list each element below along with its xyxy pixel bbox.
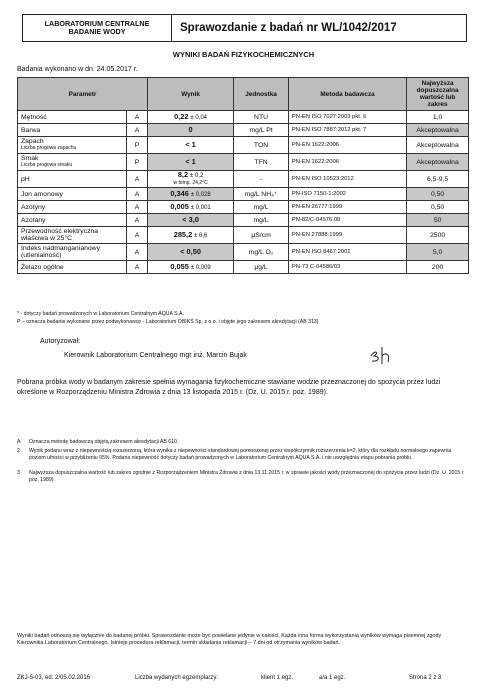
client-copies: klient 1 egz. — [261, 675, 294, 681]
result-row — [18, 124, 469, 137]
unit-cell: TFN — [234, 154, 289, 171]
lab-name-line2: BADANIE WODY — [68, 27, 126, 36]
result-row — [18, 244, 469, 261]
result-row — [18, 171, 469, 188]
col-method: Metoda badawcza — [288, 78, 406, 111]
performed-date: Badania wykonano w dn. 24.05.2017 r. — [17, 66, 138, 73]
limit-cell: 0,50 — [407, 201, 469, 214]
param-name: pH — [21, 175, 30, 183]
result-value: 0,346 — [170, 188, 189, 198]
result-cell — [147, 201, 233, 214]
result-cell — [147, 171, 233, 188]
limit-cell: 50 — [407, 214, 469, 227]
result-cell — [147, 227, 233, 244]
result-uncertainty: ± 0,028 — [190, 191, 211, 198]
result-cell — [147, 124, 233, 137]
result-value: 0,005 — [170, 201, 189, 211]
method-cell: PN-73 C-04586/03 — [288, 261, 406, 274]
accreditation-cell: A — [127, 244, 148, 261]
limit-cell: Akceptowalna — [407, 154, 469, 171]
result-value: < 0,50 — [180, 246, 201, 256]
param-cell — [18, 201, 127, 214]
result-row — [18, 201, 469, 214]
result-temperature: w temp. 24,2°C — [173, 180, 208, 186]
note-3 — [17, 470, 469, 483]
method-cell: PN-EN ISO 10523:2012 — [288, 171, 406, 188]
result-value: < 1 — [185, 139, 196, 149]
accreditation-cell: A — [127, 201, 148, 214]
result-cell — [147, 137, 233, 154]
result-cell — [147, 154, 233, 171]
method-cell: PN-EN 1622:2006 — [288, 137, 406, 154]
result-value: < 3,0 — [182, 214, 199, 224]
results-body — [18, 111, 469, 274]
limit-cell: 0,50 — [407, 188, 469, 201]
param-cell — [18, 188, 127, 201]
lab-name-line1: LABORATORIUM CENTRALNE — [44, 19, 150, 28]
result-value: 285,2 — [173, 229, 193, 239]
param-cell — [18, 261, 127, 274]
result-value: 0,055 — [170, 261, 189, 271]
authorized-by: Kierownik Laboratorium Centralnego mgr inż. Marcin Bujak — [64, 352, 247, 359]
method-cell: PN-EN ISO 7027:2003 pkt. 6 — [288, 111, 406, 124]
param-cell — [18, 214, 127, 227]
col-param: Parametr — [18, 78, 148, 111]
accreditation-cell: A — [127, 171, 148, 188]
limit-cell: 5,0 — [407, 244, 469, 261]
param-cell — [18, 227, 127, 244]
page-number: Strona 2 z 3 — [409, 675, 442, 681]
method-cell: PN-EN ISO 8467:2001 — [288, 244, 406, 261]
result-value: 0,22 — [174, 111, 189, 121]
accreditation-cell: A — [127, 214, 148, 227]
param-name: Zapach — [21, 138, 44, 145]
result-row — [18, 154, 469, 171]
limit-cell: Akceptowalna — [407, 137, 469, 154]
note-text: Najwyższa dopuszczalna wartość lub zakres zgodnie z Rozporządzeniem Ministra Zdrowia z dnia 13.11.2015 r. w sprawie jakości wody przeznaczonej do spożycia przez ludzi (Dz. U. 2015 r. poz. 1989). — [29, 470, 465, 483]
param-cell — [18, 244, 127, 261]
result-value: 8,2 — [177, 170, 189, 179]
method-cell: PN-EN 1622:2006 — [288, 154, 406, 171]
results-header-row — [18, 78, 469, 111]
result-row — [18, 137, 469, 154]
accreditation-cell: P — [127, 154, 148, 171]
method-cell: PN-EN 26777:1999 — [288, 201, 406, 214]
results-table — [17, 77, 469, 274]
result-uncertainty: ± 0,04 — [190, 114, 208, 121]
note-key: 3 — [17, 470, 20, 476]
col-result: Wynik — [147, 78, 233, 111]
unit-cell: - — [234, 171, 289, 188]
accreditation-cell: A — [127, 124, 148, 137]
param-subtext: Liczba progowa zapachu — [21, 145, 77, 151]
accreditation-cell: A — [127, 261, 148, 274]
disclaimer-footer: Wyniki badań odnoszą się wyłącznie do badanej próbki. Sprawozdanie może być powielane jedynie w całości. Każda inna forma wykorzystania wyników wymaga pisemnej zgody Kierownika Laboratorium Centralnego. Istnieje procedura reklamacji, termin składania reklamacji – 7 dni od otrzymania wyników badań. — [17, 633, 442, 646]
limit-cell: 6,5-9,5 — [407, 171, 469, 188]
issued-copies-label: Liczba wydanych egzemplarzy: — [135, 675, 219, 681]
param-cell — [18, 154, 127, 171]
unit-cell: μg/L — [234, 261, 289, 274]
result-uncertainty: ± 6,6 — [194, 232, 208, 239]
authorized-label: Autoryzował: — [40, 338, 81, 345]
footnote-2: P – oznacza badanie wykonane przez podwykonawcę - Laboratorium OBIKŚ Sp. z o.o. i objęte jego zakresem akredytacji (AB 313) — [17, 319, 319, 325]
note-2 — [17, 448, 469, 461]
result-value: 0 — [188, 124, 193, 134]
note-key: A — [17, 439, 21, 445]
param-name: Jon amonowy — [21, 190, 63, 198]
report-header — [22, 14, 467, 42]
param-name: Żelazo ogólne — [21, 263, 64, 271]
note-text: Oznacza metodę badawczą objętą zakresem akredytacji AB 610. — [29, 439, 179, 445]
result-uncertainty: ± 0,2 — [189, 173, 204, 179]
result-row — [18, 214, 469, 227]
unit-cell: NTU — [234, 111, 289, 124]
param-name: Barwa — [21, 126, 41, 134]
limit-cell: 1,0 — [407, 111, 469, 124]
result-row — [18, 227, 469, 244]
lab-name-box — [23, 15, 172, 41]
param-name: Mętność — [21, 113, 47, 121]
report-title: Sprawozdanie z badań nr WL/1042/2017 — [180, 22, 397, 34]
param-cell — [18, 111, 127, 124]
param-cell — [18, 137, 127, 154]
file-copies: a/a 1 egz. — [319, 675, 346, 681]
result-cell — [147, 111, 233, 124]
unit-cell: mg/L — [234, 214, 289, 227]
col-limit: Najwyższa dopuszczalna wartość lub zakres — [407, 78, 469, 111]
form-code: ZKJ-5-03, ed. 2/05.02.2016 — [17, 675, 91, 681]
limit-cell: 2500 — [407, 227, 469, 244]
method-cell: PN-EN 27888:1999 — [288, 227, 406, 244]
result-cell — [147, 244, 233, 261]
result-row — [18, 188, 469, 201]
result-value: < 1 — [185, 156, 196, 166]
unit-cell: TON — [234, 137, 289, 154]
note-text: Wynik podano wraz z niepewnością rozszerzoną, która wynika z niepewności standardowej pomnożonej przez współczynnik rozszerzenia k=2, który dla rozkładu normalnego zapewnia poziom ufności w przybliżeniu 95%. Podana niepewność dotyczy badań prowadzonych w Laboratorium Centralnym AQUA S.A. i nie uwzględnia etapu pobrania próbki. — [29, 448, 452, 461]
result-cell — [147, 188, 233, 201]
method-cell: PN-EN ISO 7887:2012 pkt. 7 — [288, 124, 406, 137]
col-unit: Jednostka — [234, 78, 289, 111]
result-row — [18, 261, 469, 274]
param-name: Indeks nadmanganianowy (utlenialność) — [21, 245, 100, 259]
unit-cell: mg/L NH₄⁺ — [234, 188, 289, 201]
result-cell — [147, 214, 233, 227]
param-name: Smak — [21, 155, 39, 162]
footnote-1: * - dotyczy badań prowadzonych w Laboratorium Centralnym AQUA S.A. — [17, 311, 184, 317]
param-cell — [18, 124, 127, 137]
param-subtext: Liczba progowa smaku — [21, 162, 73, 168]
limit-cell: Akceptowalna — [407, 124, 469, 137]
result-uncertainty: ± 0,009 — [190, 264, 211, 271]
param-name: Azotyny — [21, 203, 46, 211]
accreditation-cell: A — [127, 227, 148, 244]
method-cell: PN-ISO 7150-1:2002 — [288, 188, 406, 201]
section-title: WYNIKI BADAŃ FIZYKOCHEMICZNYCH — [172, 50, 315, 59]
unit-cell: μS/cm — [234, 227, 289, 244]
result-cell — [147, 261, 233, 274]
param-name: Przewodność elektryczna właściwa w 25°C — [21, 228, 99, 242]
note-key: 2 — [17, 448, 20, 454]
result-row — [18, 111, 469, 124]
limit-cell: 200 — [407, 261, 469, 274]
conclusion: Pobrana próbka wody w badanym zakresie spełnia wymagania fizykochemiczne stawiane wodzie przeznaczonej do spożycia przez ludzi określone w Rozporządzeniu Ministra Zdrowia z dnia 13 listopada 2015 r. (Dz. U. 2015 r. poz. 1989). — [17, 379, 441, 396]
result-uncertainty: ± 0,001 — [190, 204, 211, 211]
accreditation-cell: P — [127, 137, 148, 154]
param-name: Azotany — [21, 216, 46, 224]
note-a — [17, 439, 469, 446]
unit-cell: mg/L — [234, 201, 289, 214]
signature — [368, 344, 394, 366]
unit-cell: mg/L O₂ — [234, 244, 289, 261]
method-cell: PN-82/C-04576.08 — [288, 214, 406, 227]
accreditation-cell: A — [127, 111, 148, 124]
param-cell — [18, 171, 127, 188]
accreditation-cell: A — [127, 188, 148, 201]
bottom-line — [17, 675, 469, 681]
unit-cell: mg/L Pt — [234, 124, 289, 137]
